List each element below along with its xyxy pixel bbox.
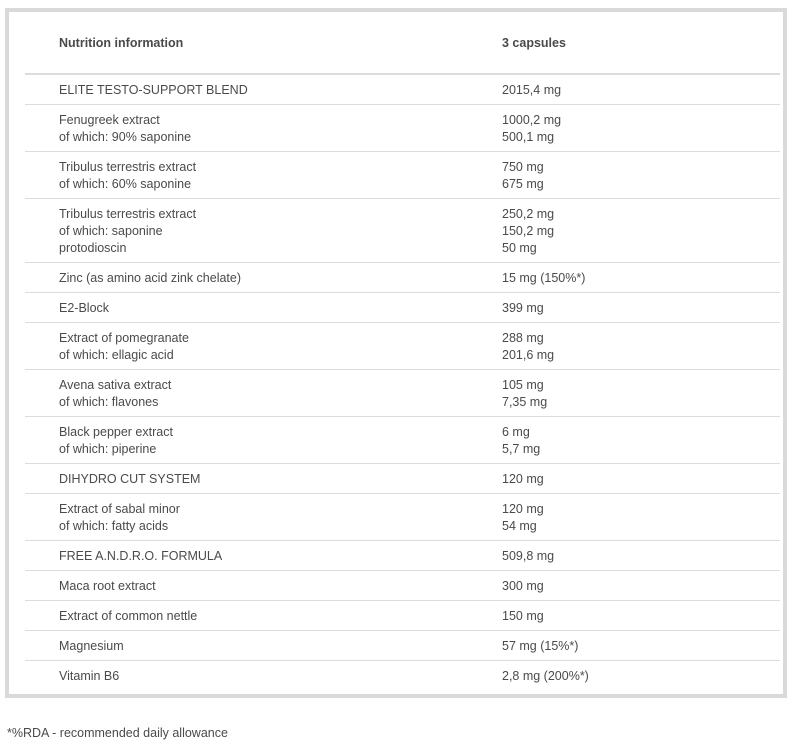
nutrient-amount-cell	[502, 471, 544, 488]
nutrient-name: of which: ellagic acid	[59, 348, 174, 362]
nutrient-amount: 50 mg	[502, 241, 537, 255]
nutrient-amount: 288 mg	[502, 331, 544, 345]
table-row	[25, 601, 780, 631]
nutrition-table-frame	[5, 8, 787, 698]
nutrient-amount-cell	[502, 330, 554, 364]
nutrient-amount: 509,8 mg	[502, 549, 555, 563]
nutrient-amount: 2015,4 mg	[502, 83, 562, 97]
nutrient-amount-cell	[502, 82, 561, 99]
nutrient-amount-cell	[502, 501, 544, 535]
nutrient-name: Zinc (as amino acid zink chelate)	[59, 271, 242, 285]
table-row	[25, 75, 780, 105]
nutrient-name: Vitamin B6	[59, 669, 120, 683]
nutrient-name-cell	[59, 578, 156, 595]
nutrient-name: of which: fatty acids	[59, 519, 169, 533]
table-body	[25, 75, 780, 691]
nutrient-name: FREE A.N.D.R.O. FORMULA	[59, 549, 223, 563]
footnote: *%RDA - recommended daily allowance	[7, 726, 228, 740]
table-row	[25, 323, 780, 370]
nutrient-name: Tribulus terrestris extract	[59, 207, 197, 221]
nutrient-amount: 2,8 mg (200%*)	[502, 669, 589, 683]
nutrient-amount: 250,2 mg	[502, 207, 555, 221]
nutrient-amount-cell	[502, 424, 540, 458]
nutrient-amount: 54 mg	[502, 519, 537, 533]
nutrient-amount-cell	[502, 548, 554, 565]
nutrient-amount: 201,6 mg	[502, 348, 555, 362]
nutrient-name: Extract of common nettle	[59, 609, 198, 623]
nutrient-name: of which: flavones	[59, 395, 159, 409]
nutrient-amount: 7,35 mg	[502, 395, 548, 409]
nutrient-amount: 500,1 mg	[502, 130, 555, 144]
nutrient-amount-cell	[502, 206, 554, 257]
nutrient-name-cell	[59, 638, 124, 655]
nutrient-name: of which: piperine	[59, 442, 157, 456]
nutrient-amount-cell	[502, 638, 578, 655]
nutrient-name: Avena sativa extract	[59, 378, 172, 392]
nutrient-name: protodioscin	[59, 241, 127, 255]
nutrient-name-cell	[59, 608, 197, 625]
table-row	[25, 464, 780, 494]
nutrient-amount: 150 mg	[502, 609, 544, 623]
nutrient-amount: 15 mg (150%*)	[502, 271, 586, 285]
nutrition-table	[25, 24, 780, 691]
nutrient-name: Extract of sabal minor	[59, 502, 180, 516]
nutrient-amount: 150,2 mg	[502, 224, 555, 238]
nutrient-name: ELITE TESTO-SUPPORT BLEND	[59, 83, 248, 97]
nutrient-name-cell	[59, 112, 191, 146]
table-row	[25, 631, 780, 661]
nutrient-name-cell	[59, 330, 189, 364]
nutrient-name-cell	[59, 471, 200, 488]
nutrient-name: Extract of pomegranate	[59, 331, 189, 345]
nutrient-name: Fenugreek extract	[59, 113, 160, 127]
table-row	[25, 661, 780, 691]
header-value: 3 capsules	[502, 36, 566, 50]
nutrient-name: Tribulus terrestris extract	[59, 160, 197, 174]
table-row	[25, 541, 780, 571]
nutrient-name-cell	[59, 668, 119, 685]
nutrient-name-cell	[59, 270, 241, 287]
table-row	[25, 417, 780, 464]
nutrient-name: DIHYDRO CUT SYSTEM	[59, 472, 201, 486]
table-row	[25, 370, 780, 417]
nutrient-name-cell	[59, 82, 248, 99]
nutrient-amount-cell	[502, 668, 589, 685]
nutrient-name: of which: saponine	[59, 224, 163, 238]
table-row	[25, 105, 780, 152]
nutrient-amount: 105 mg	[502, 378, 544, 392]
nutrient-amount-cell	[502, 112, 561, 146]
nutrient-amount-cell	[502, 159, 544, 193]
nutrient-amount-cell	[502, 300, 544, 317]
nutrient-amount-cell	[502, 578, 544, 595]
nutrient-name: of which: 90% saponine	[59, 130, 192, 144]
nutrient-amount: 120 mg	[502, 472, 544, 486]
table-row	[25, 199, 780, 263]
table-row	[25, 571, 780, 601]
nutrient-name: Magnesium	[59, 639, 124, 653]
table-row	[25, 494, 780, 541]
table-row	[25, 293, 780, 323]
table-row	[25, 263, 780, 293]
nutrient-name: Black pepper extract	[59, 425, 173, 439]
nutrient-name-cell	[59, 424, 173, 458]
table-header	[25, 24, 780, 75]
nutrient-amount: 120 mg	[502, 502, 544, 516]
nutrient-amount: 6 mg	[502, 425, 530, 439]
nutrient-amount: 750 mg	[502, 160, 544, 174]
nutrient-amount-cell	[502, 608, 544, 625]
nutrient-name: of which: 60% saponine	[59, 177, 192, 191]
nutrient-amount-cell	[502, 270, 585, 287]
nutrient-name: Maca root extract	[59, 579, 156, 593]
nutrient-name-cell	[59, 300, 109, 317]
nutrient-name: E2-Block	[59, 301, 110, 315]
nutrient-amount: 57 mg (15%*)	[502, 639, 579, 653]
nutrient-name-cell	[59, 377, 171, 411]
nutrient-amount: 675 mg	[502, 177, 544, 191]
nutrient-name-cell	[59, 159, 196, 193]
nutrient-name-cell	[59, 206, 196, 257]
nutrient-amount: 1000,2 mg	[502, 113, 562, 127]
header-name: Nutrition information	[59, 36, 184, 50]
nutrient-name-cell	[59, 501, 180, 535]
nutrient-amount-cell	[502, 377, 547, 411]
nutrient-amount: 300 mg	[502, 579, 544, 593]
nutrient-amount: 399 mg	[502, 301, 544, 315]
nutrient-amount: 5,7 mg	[502, 442, 541, 456]
nutrient-name-cell	[59, 548, 222, 565]
table-row	[25, 152, 780, 199]
